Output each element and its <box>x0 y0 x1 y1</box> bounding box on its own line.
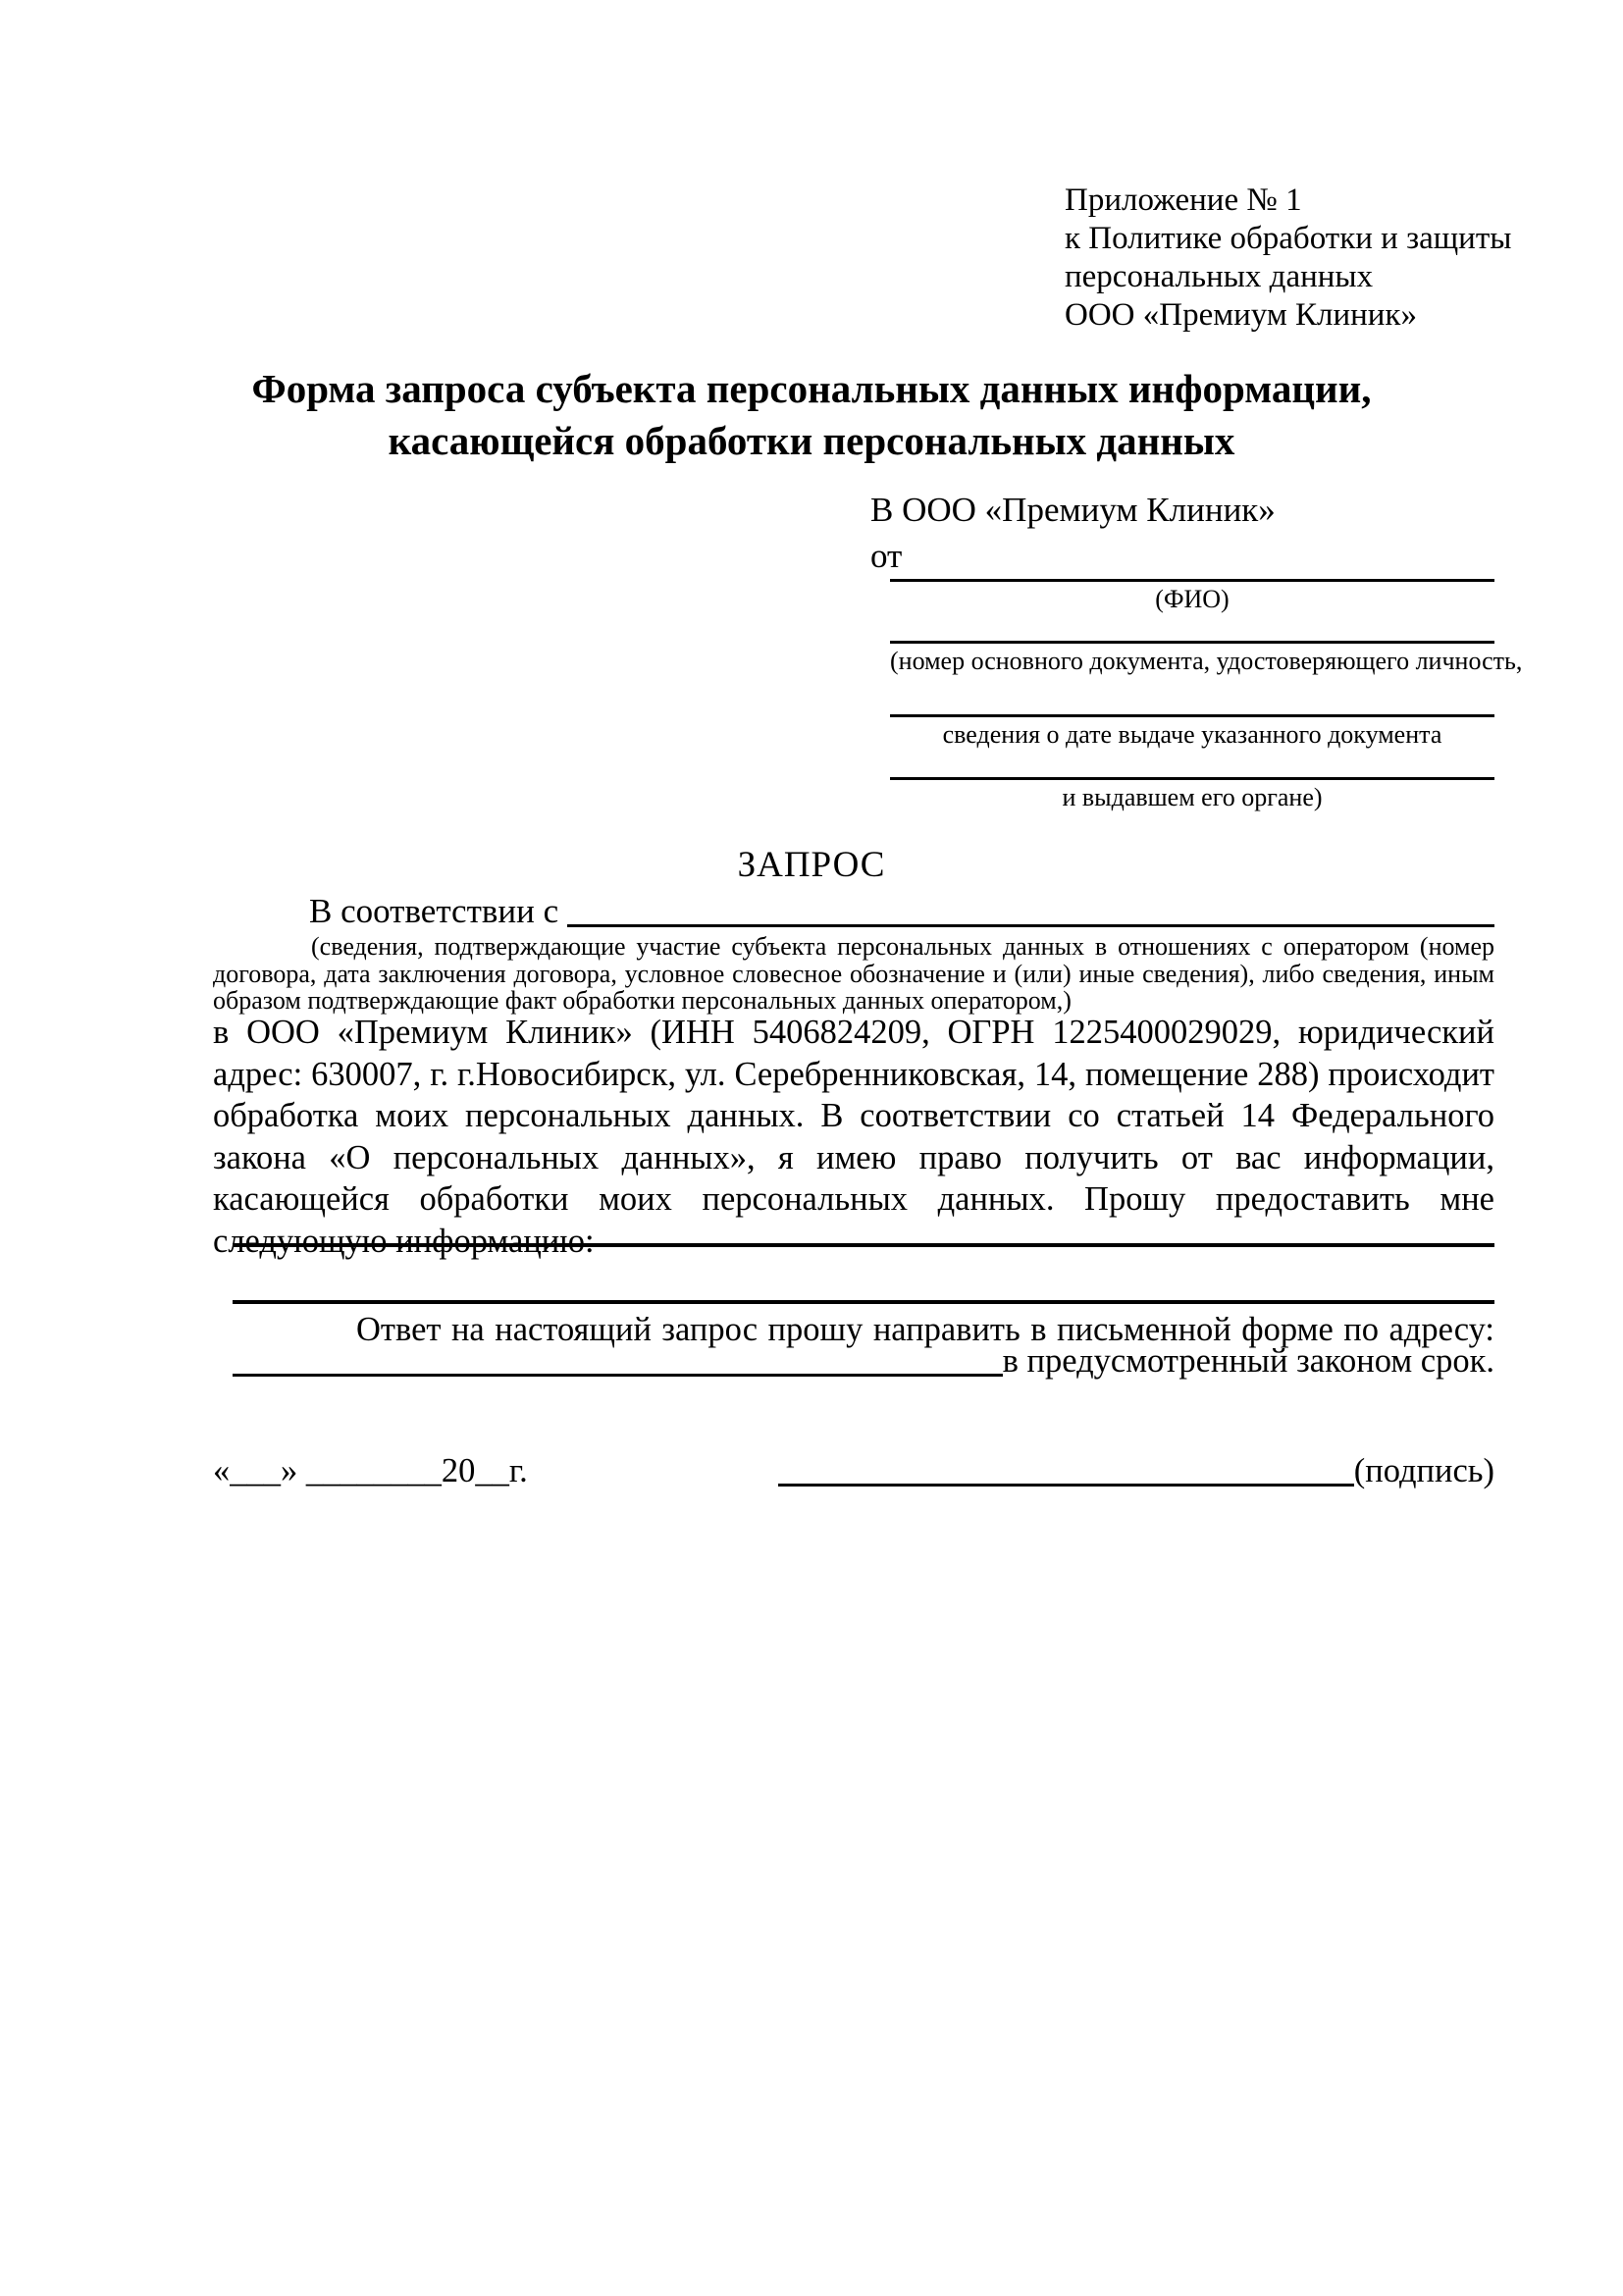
reply-deadline-text: в предусмотренный законом срок. <box>1002 1342 1494 1380</box>
info-blank-line-2 <box>233 1300 1494 1304</box>
appendix-reference-line: к Политике обработки и защиты <box>1065 221 1512 256</box>
fine-print-note: (сведения, подтверждающие участие субъекта персональных данных в отношениях с оператором (номер договора, дата заключения договора, условное словесное обозначение и (или) иные сведения), либо сведения, иным образом подтверждающие факт обработки персональных данных оператором,) <box>213 932 1494 1015</box>
info-blank-line-1 <box>233 1243 1494 1247</box>
in-accordance-with-label: В соответствии с <box>309 892 559 930</box>
issue-date-blank-line <box>890 714 1494 717</box>
issue-date-caption: сведения о дате выдаче указанного документа <box>942 720 1442 749</box>
fio-caption: (ФИО) <box>1155 585 1230 613</box>
reply-address-blank-line <box>233 1340 1003 1377</box>
appendix-reference-line: ООО «Премиум Клиник» <box>1065 297 1417 333</box>
signature-blank-line <box>778 1450 1354 1487</box>
date-blank: «___» ________20__г. <box>213 1452 528 1489</box>
fio-blank-line <box>890 579 1494 582</box>
addressee-company: В ООО «Премиум Клиник» <box>870 491 1276 529</box>
request-body-paragraph: в ООО «Премиум Клиник» (ИНН 5406824209, ОГРН 1225400029029, юридический адрес: 630007, г. г.Новосибирск, ул. Серебренниковская, 14, помещение 288) происходит обработка моих персональных данных. В соответствии со статьей 14 Федерального закона «О персональных данных», я имею право получить от вас информации, касающейся обработки моих персональных данных. Прошу предоставить мне следующую информацию: <box>213 1014 1494 1260</box>
reply-address-row <box>233 1340 1494 1382</box>
form-title-line2: касающейся обработки персональных данных <box>388 418 1235 463</box>
reply-address-sentence: Ответ на настоящий запрос прошу направить в письменной форме по адресу: <box>356 1311 1494 1348</box>
document-number-blank-line <box>890 641 1494 644</box>
in-accordance-with-blank-line <box>567 891 1494 927</box>
spacer <box>528 1450 778 1491</box>
appendix-reference-line: персональных данных <box>1065 259 1374 294</box>
appendix-reference-line: Приложение № 1 <box>1065 183 1302 218</box>
spacer <box>558 891 567 932</box>
document-number-caption: (номер основного документа, удостоверяющего личность, <box>890 647 1523 675</box>
appendix-reference <box>1065 182 1511 335</box>
signature-caption: (подпись) <box>1353 1452 1494 1489</box>
form-title <box>171 363 1452 467</box>
date-signature-row <box>213 1450 1494 1491</box>
issuing-authority-blank-line <box>890 777 1494 780</box>
issuing-authority-caption: и выдавшем его органе) <box>1062 783 1323 811</box>
addressee-block <box>870 487 1276 579</box>
addressee-from-label: от <box>870 537 903 575</box>
form-title-line1: Форма запроса субъекта персональных данных информации, <box>251 366 1372 411</box>
in-accordance-with-row <box>309 891 1494 932</box>
request-heading: ЗАПРОС <box>737 845 886 885</box>
